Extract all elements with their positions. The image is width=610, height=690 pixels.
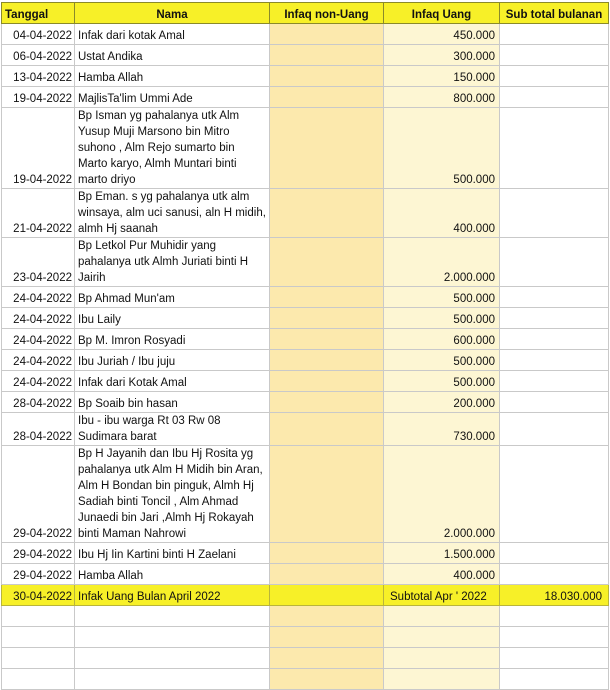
row-date: 29-04-2022 xyxy=(2,564,75,585)
empty-row xyxy=(2,627,609,648)
row-name: Bp M. Imron Rosyadi xyxy=(75,329,270,350)
total-date: 30-04-2022 xyxy=(2,585,75,606)
row-amount: 450.000 xyxy=(384,24,500,45)
empty-cell xyxy=(75,648,270,669)
row-subtotal xyxy=(500,392,609,413)
row-non-uang xyxy=(270,413,384,446)
row-amount: 730.000 xyxy=(384,413,500,446)
total-name: Infak Uang Bulan April 2022 xyxy=(75,585,270,606)
table-row xyxy=(2,329,609,350)
row-amount: 500.000 xyxy=(384,287,500,308)
row-subtotal xyxy=(500,66,609,87)
row-non-uang xyxy=(270,308,384,329)
row-name: Hamba Allah xyxy=(75,564,270,585)
row-non-uang xyxy=(270,329,384,350)
row-name: Infak dari Kotak Amal xyxy=(75,371,270,392)
empty-cell xyxy=(384,669,500,690)
row-date: 24-04-2022 xyxy=(2,350,75,371)
header-infaq-uang: Infaq Uang xyxy=(384,3,500,24)
row-amount: 200.000 xyxy=(384,392,500,413)
row-date: 24-04-2022 xyxy=(2,371,75,392)
row-amount: 400.000 xyxy=(384,564,500,585)
empty-row xyxy=(2,669,609,690)
row-non-uang xyxy=(270,238,384,287)
row-name: Bp Isman yg pahalanya utk Alm Yusup Muji Marsono bin Mitro suhono , Alm Rejo sumarto bin Marto karyo, Almh Muntari binti marto driyo xyxy=(75,108,270,189)
row-date: 19-04-2022 xyxy=(2,108,75,189)
row-date: 06-04-2022 xyxy=(2,45,75,66)
empty-cell xyxy=(75,669,270,690)
row-amount: 800.000 xyxy=(384,87,500,108)
table-row xyxy=(2,108,609,189)
row-subtotal xyxy=(500,308,609,329)
row-name: Ibu Laily xyxy=(75,308,270,329)
total-non-uang xyxy=(270,585,384,606)
row-subtotal xyxy=(500,87,609,108)
table-row xyxy=(2,392,609,413)
row-name: Ibu Hj Iin Kartini binti H Zaelani xyxy=(75,543,270,564)
table-row xyxy=(2,413,609,446)
infaq-table xyxy=(1,2,609,690)
table-row xyxy=(2,189,609,238)
row-amount: 600.000 xyxy=(384,329,500,350)
header-infaq-non-uang: Infaq non-Uang xyxy=(270,3,384,24)
empty-cell xyxy=(384,606,500,627)
empty-cell xyxy=(500,669,609,690)
row-name: Bp H Jayanih dan Ibu Hj Rosita yg pahalanya utk Alm H Midih bin Aran, Alm H Bondan bin pinguk, Almh Hj Sadiah binti Toncil , Alm Ahmad Junaedi bin Jari ,Almh Hj Rokayah binti Maman Nahrowi xyxy=(75,446,270,543)
row-amount: 500.000 xyxy=(384,308,500,329)
empty-cell xyxy=(75,627,270,648)
row-date: 29-04-2022 xyxy=(2,446,75,543)
empty-row xyxy=(2,606,609,627)
row-subtotal xyxy=(500,371,609,392)
table-row xyxy=(2,350,609,371)
row-date: 29-04-2022 xyxy=(2,543,75,564)
total-value: 18.030.000 xyxy=(500,585,609,606)
row-non-uang xyxy=(270,189,384,238)
row-amount: 500.000 xyxy=(384,108,500,189)
header-row xyxy=(2,3,609,24)
table-row xyxy=(2,446,609,543)
row-subtotal xyxy=(500,543,609,564)
row-non-uang xyxy=(270,350,384,371)
row-name: Ibu - ibu warga Rt 03 Rw 08 Sudimara barat xyxy=(75,413,270,446)
empty-cell xyxy=(500,606,609,627)
row-subtotal xyxy=(500,350,609,371)
row-date: 23-04-2022 xyxy=(2,238,75,287)
row-non-uang xyxy=(270,446,384,543)
empty-cell xyxy=(500,648,609,669)
total-label: Subtotal Apr ' 2022 xyxy=(384,585,500,606)
table-row xyxy=(2,287,609,308)
empty-cell xyxy=(75,606,270,627)
row-subtotal xyxy=(500,287,609,308)
empty-cell xyxy=(270,606,384,627)
empty-row xyxy=(2,648,609,669)
header-subtotal: Sub total bulanan xyxy=(500,3,609,24)
header-tanggal: Tanggal xyxy=(2,3,75,24)
row-non-uang xyxy=(270,371,384,392)
row-name: Infak dari kotak Amal xyxy=(75,24,270,45)
row-non-uang xyxy=(270,543,384,564)
row-subtotal xyxy=(500,108,609,189)
row-name: Bp Ahmad Mun'am xyxy=(75,287,270,308)
table-row xyxy=(2,87,609,108)
row-date: 13-04-2022 xyxy=(2,66,75,87)
empty-cell xyxy=(2,606,75,627)
row-amount: 1.500.000 xyxy=(384,543,500,564)
empty-cell xyxy=(2,648,75,669)
row-name: Hamba Allah xyxy=(75,66,270,87)
row-date: 21-04-2022 xyxy=(2,189,75,238)
row-date: 28-04-2022 xyxy=(2,392,75,413)
row-amount: 2.000.000 xyxy=(384,238,500,287)
empty-cell xyxy=(270,669,384,690)
empty-cell xyxy=(384,648,500,669)
empty-cell xyxy=(2,669,75,690)
row-amount: 500.000 xyxy=(384,350,500,371)
row-name: Ustat Andika xyxy=(75,45,270,66)
row-subtotal xyxy=(500,329,609,350)
row-non-uang xyxy=(270,87,384,108)
row-name: Ibu Juriah / Ibu juju xyxy=(75,350,270,371)
row-date: 24-04-2022 xyxy=(2,308,75,329)
row-date: 04-04-2022 xyxy=(2,24,75,45)
table-row xyxy=(2,371,609,392)
row-date: 19-04-2022 xyxy=(2,87,75,108)
row-name: Bp Soaib bin hasan xyxy=(75,392,270,413)
row-subtotal xyxy=(500,189,609,238)
empty-cell xyxy=(270,648,384,669)
row-subtotal xyxy=(500,238,609,287)
row-date: 24-04-2022 xyxy=(2,329,75,350)
table-row xyxy=(2,45,609,66)
header-nama: Nama xyxy=(75,3,270,24)
row-subtotal xyxy=(500,24,609,45)
empty-cell xyxy=(384,627,500,648)
row-name: Bp Eman. s yg pahalanya utk alm winsaya, alm uci sanusi, aln H midih, almh Hj saanah xyxy=(75,189,270,238)
row-non-uang xyxy=(270,45,384,66)
row-subtotal xyxy=(500,45,609,66)
row-name: MajlisTa'lim Ummi Ade xyxy=(75,87,270,108)
row-amount: 300.000 xyxy=(384,45,500,66)
row-non-uang xyxy=(270,287,384,308)
row-date: 24-04-2022 xyxy=(2,287,75,308)
row-name: Bp Letkol Pur Muhidir yang pahalanya utk Almh Juriati binti H Jairih xyxy=(75,238,270,287)
empty-cell xyxy=(270,627,384,648)
row-amount: 400.000 xyxy=(384,189,500,238)
row-amount: 500.000 xyxy=(384,371,500,392)
table-row xyxy=(2,238,609,287)
row-non-uang xyxy=(270,24,384,45)
table-row xyxy=(2,543,609,564)
row-non-uang xyxy=(270,66,384,87)
empty-cell xyxy=(2,627,75,648)
row-subtotal xyxy=(500,446,609,543)
table-row xyxy=(2,308,609,329)
row-amount: 2.000.000 xyxy=(384,446,500,543)
row-subtotal xyxy=(500,564,609,585)
total-row xyxy=(2,585,609,606)
table-row xyxy=(2,24,609,45)
table-row xyxy=(2,564,609,585)
row-subtotal xyxy=(500,413,609,446)
table-row xyxy=(2,66,609,87)
row-non-uang xyxy=(270,108,384,189)
row-non-uang xyxy=(270,392,384,413)
row-amount: 150.000 xyxy=(384,66,500,87)
row-non-uang xyxy=(270,564,384,585)
row-date: 28-04-2022 xyxy=(2,413,75,446)
empty-cell xyxy=(500,627,609,648)
